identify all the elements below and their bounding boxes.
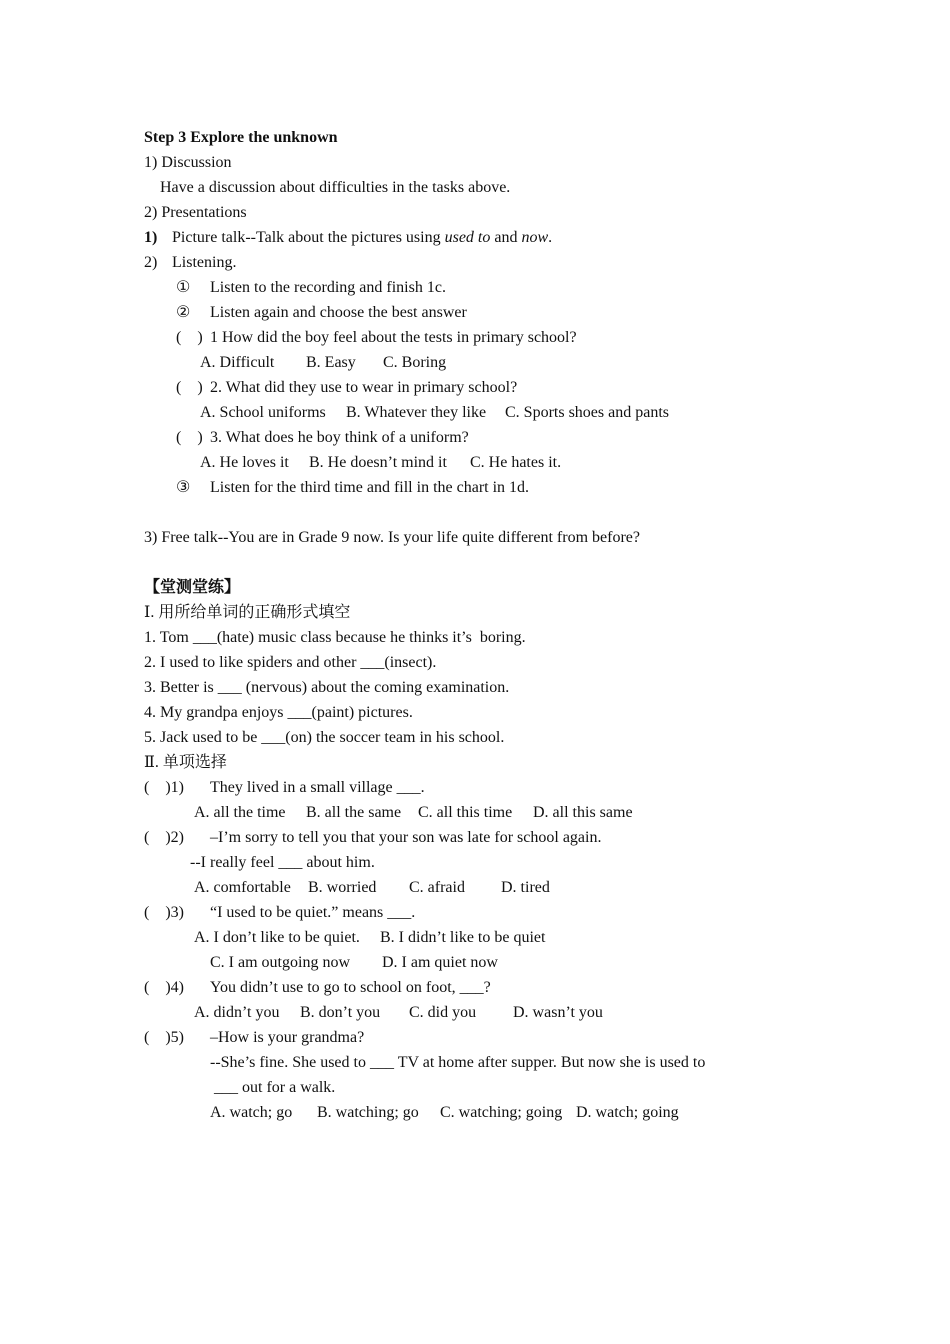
question-text: You didn’t use to go to school on foot, ___?: [210, 979, 491, 996]
choice-question-4: [144, 975, 844, 1000]
listening-question-1-options: [144, 350, 844, 375]
listening-question-2-options: [144, 400, 844, 425]
option-a: A. comfortable: [194, 879, 291, 896]
listening-question-1: [144, 325, 844, 350]
listening-number: 2): [144, 254, 158, 271]
option-a: A. Difficult: [200, 354, 275, 371]
question-text: 2. What did they use to wear in primary school?: [210, 379, 518, 396]
fill-in-item-5: 5. Jack used to be ___(on) the soccer team in his school.: [144, 729, 505, 746]
option-c: C. He hates it.: [470, 454, 562, 471]
question-text: “I used to be quiet.” means ___.: [210, 904, 416, 921]
choice-question-5: [144, 1025, 844, 1050]
practice-title: 【堂测堂练】: [144, 579, 241, 596]
question-text: –I’m sorry to tell you that your son was late for school again.: [210, 829, 602, 846]
option-a: A. all the time: [194, 804, 286, 821]
option-c: C. I am outgoing now: [210, 954, 350, 971]
choice-question-2: [144, 825, 844, 850]
option-c: C. Boring: [383, 354, 447, 371]
choice-question-5-reply-2: ___ out for a walk.: [210, 1079, 336, 1096]
answer-blank: ( )5): [144, 1029, 184, 1046]
choice-question-5-reply-1: --She’s fine. She used to ___ TV at home after supper. But now she is used to: [210, 1054, 706, 1071]
listening-line: [144, 250, 844, 275]
option-a: A. I don’t like to be quiet.: [194, 929, 360, 946]
listening-step-1-text: Listen to the recording and finish 1c.: [210, 279, 446, 296]
answer-blank: ( )4): [144, 979, 184, 996]
option-c: C. Sports shoes and pants: [505, 404, 669, 421]
choice-question-1-options: [144, 800, 844, 825]
question-text: 3. What does he boy think of a uniform?: [210, 429, 469, 446]
step3-title: Step 3 Explore the unknown: [144, 129, 338, 146]
discussion-label: 1) Discussion: [144, 154, 232, 171]
picture-talk-em-now: now: [521, 229, 549, 246]
listening-question-3-options: [144, 450, 844, 475]
option-d: D. watch; going: [576, 1104, 679, 1121]
option-b: B. all the same: [306, 804, 402, 821]
fill-in-item-1: 1. Tom ___(hate) music class because he thinks it’s boring.: [144, 629, 526, 646]
listening-label: Listening.: [172, 254, 237, 271]
listening-step-1: [144, 275, 844, 300]
option-b: B. worried: [308, 879, 377, 896]
picture-talk-post: .: [548, 229, 553, 246]
choice-question-3-options-cd: [144, 950, 844, 975]
listening-step-2: [144, 300, 844, 325]
listening-question-2: [144, 375, 844, 400]
option-a: A. watch; go: [210, 1104, 293, 1121]
choice-question-5-options: [144, 1100, 844, 1125]
option-c: C. did you: [409, 1004, 477, 1021]
option-a: A. didn’t you: [194, 1004, 280, 1021]
circled-number-1: ①: [176, 279, 191, 296]
option-b: B. don’t you: [300, 1004, 381, 1021]
option-b: B. I didn’t like to be quiet: [380, 929, 546, 946]
question-text: They lived in a small village ___.: [210, 779, 425, 796]
choice-question-3-options-ab: [144, 925, 844, 950]
listening-step-2-text: Listen again and choose the best answer: [210, 304, 467, 321]
option-d: D. wasn’t you: [513, 1004, 603, 1021]
option-b: B. Whatever they like: [346, 404, 487, 421]
option-d: D. I am quiet now: [382, 954, 498, 971]
fill-in-item-2: 2. I used to like spiders and other ___(insect).: [144, 654, 437, 671]
choice-question-2-options: [144, 875, 844, 900]
option-a: A. School uniforms: [200, 404, 326, 421]
listening-question-3: [144, 425, 844, 450]
presentations-label: 2) Presentations: [144, 204, 247, 221]
circled-number-3: ③: [176, 479, 191, 496]
option-b: B. watching; go: [317, 1104, 419, 1121]
answer-blank: ( )3): [144, 904, 184, 921]
option-c: C. afraid: [409, 879, 465, 896]
choice-question-1: [144, 775, 844, 800]
picture-talk-em-used-to: used to: [444, 229, 491, 246]
listening-step-3: [144, 475, 844, 500]
part2-title: Ⅱ. 单项选择: [144, 754, 227, 771]
picture-talk-number: 1): [144, 229, 158, 246]
answer-blank: ( ): [176, 379, 203, 396]
option-b: B. He doesn’t mind it: [309, 454, 447, 471]
answer-blank: ( )2): [144, 829, 184, 846]
answer-blank: ( ): [176, 329, 203, 346]
circled-number-2: ②: [176, 304, 191, 321]
option-c: C. all this time: [418, 804, 513, 821]
worksheet-page: [144, 125, 844, 1125]
choice-question-3: [144, 900, 844, 925]
part1-title: Ⅰ. 用所给单词的正确形式填空: [144, 604, 351, 621]
question-text: 1 How did the boy feel about the tests in primary school?: [210, 329, 577, 346]
answer-blank: ( )1): [144, 779, 184, 796]
fill-in-item-3: 3. Better is ___ (nervous) about the coming examination.: [144, 679, 510, 696]
option-c: C. watching; going: [440, 1104, 563, 1121]
fill-in-item-4: 4. My grandpa enjoys ___(paint) pictures.: [144, 704, 413, 721]
picture-talk-line: [144, 225, 844, 250]
answer-blank: ( ): [176, 429, 203, 446]
free-talk: 3) Free talk--You are in Grade 9 now. Is your life quite different from before?: [144, 529, 640, 546]
picture-talk-mid: and: [490, 229, 522, 246]
picture-talk-pre: Picture talk--Talk about the pictures using: [172, 229, 445, 246]
question-text: –How is your grandma?: [210, 1029, 365, 1046]
option-d: D. all this same: [533, 804, 633, 821]
option-d: D. tired: [501, 879, 550, 896]
option-a: A. He loves it: [200, 454, 289, 471]
choice-question-4-options: [144, 1000, 844, 1025]
option-b: B. Easy: [306, 354, 356, 371]
discussion-text: Have a discussion about difficulties in the tasks above.: [160, 179, 511, 196]
choice-question-2-reply: --I really feel ___ about him.: [190, 854, 375, 871]
listening-step-3-text: Listen for the third time and fill in the chart in 1d.: [210, 479, 530, 496]
